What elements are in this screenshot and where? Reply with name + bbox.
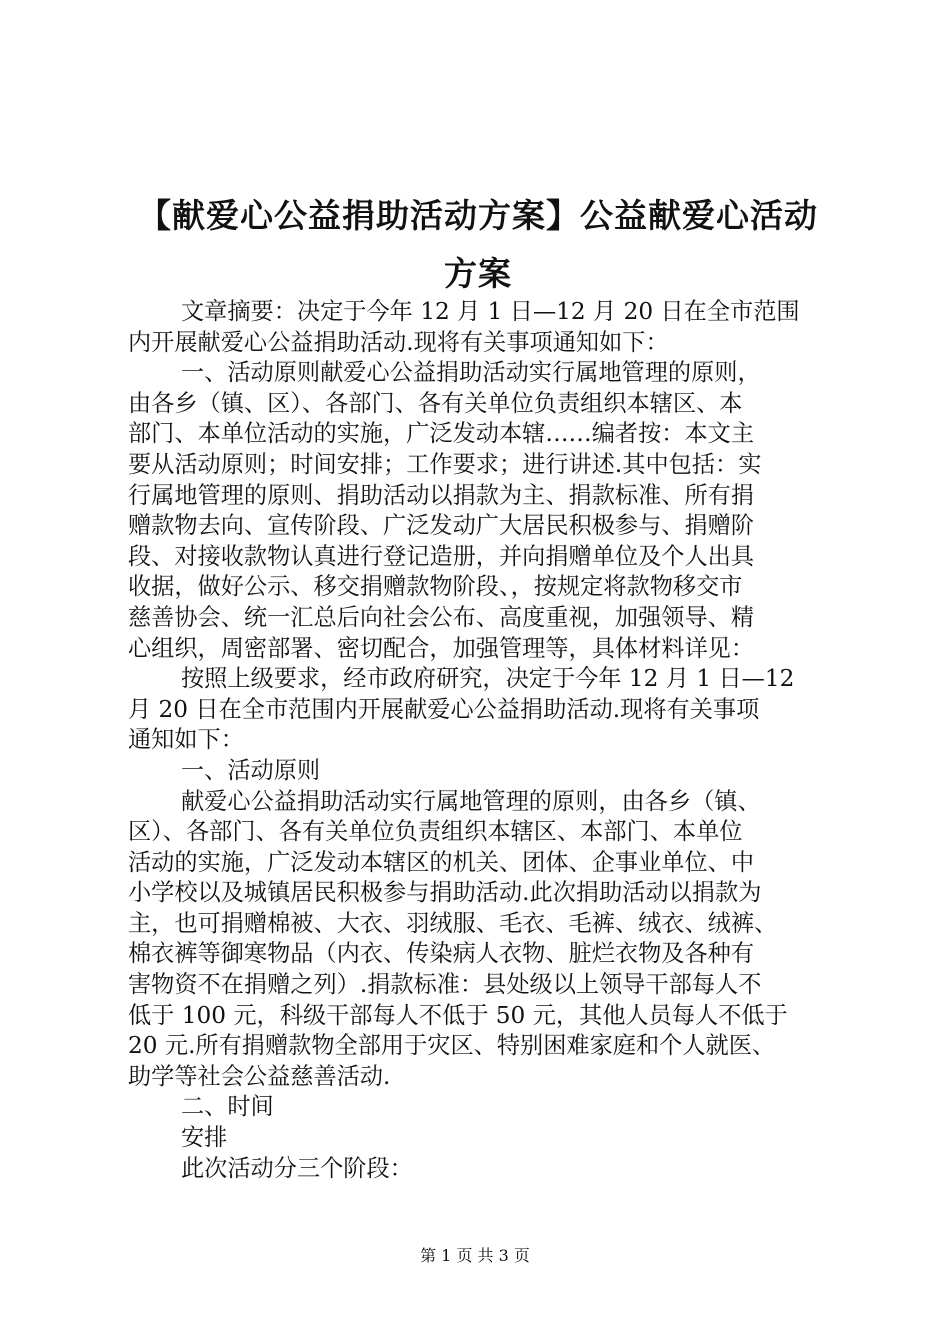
- body-line: 献爱心公益捐助活动实行属地管理的原则，由各乡（镇、: [181, 787, 761, 815]
- body-line: 月 20 日在全市范围内开展献爱心公益捐助活动.现将有关事项: [128, 695, 760, 723]
- body-line: 一、活动原则献爱心公益捐助活动实行属地管理的原则，: [181, 359, 761, 387]
- body-line: 收据，做好公示、移交捐赠款物阶段、，按规定将款物移交市: [128, 573, 743, 601]
- document-body: [128, 297, 828, 1184]
- body-line: 主，也可捐赠棉被、大衣、羽绒服、毛衣、毛裤、绒衣、绒裤、: [128, 909, 778, 937]
- body-line: 20 元.所有捐赠款物全部用于灾区、特别困难家庭和个人就医、: [128, 1032, 776, 1060]
- body-line: 通知如下：: [128, 726, 244, 754]
- body-line: 行属地管理的原则、捐助活动以捐款为主、捐款标准、所有捐: [128, 481, 755, 509]
- body-line: 棉衣裤等御寒物品（内衣、传染病人衣物、脏烂衣物及各种有: [128, 940, 755, 968]
- body-line: 部门、本单位活动的实施，广泛发动本辖……编者按：本文主: [128, 420, 755, 448]
- body-line: 要从活动原则；时间安排；工作要求；进行讲述.其中包括：实: [128, 450, 762, 478]
- body-line: 段、对接收款物认真进行登记造册，并向捐赠单位及个人出具: [128, 542, 755, 570]
- body-line: 按照上级要求，经市政府研究，决定于今年 12 月 1 日—12: [181, 665, 795, 693]
- body-line: 文章摘要：决定于今年 12 月 1 日—12 月 20 日在全市范围: [181, 298, 800, 325]
- section-heading: 一、活动原则: [181, 756, 321, 784]
- body-line: 活动的实施，广泛发动本辖区的机关、团体、企事业单位、中: [128, 848, 755, 876]
- body-line: 区）、各部门、各有关单位负责组织本辖区、本部门、本单位: [128, 818, 743, 846]
- body-line: 心组织，周密部署、密切配合，加强管理等，具体材料详见：: [128, 634, 755, 662]
- body-line: 小学校以及城镇居民积极参与捐助活动.此次捐助活动以捐款为: [128, 879, 762, 907]
- page-number-footer: 第 1 页 共 3 页: [420, 1246, 530, 1265]
- body-line: 此次活动分三个阶段：: [181, 1154, 413, 1182]
- body-line: 低于 100 元，科级干部每人不低于 50 元，其他人员每人不低于: [128, 1001, 788, 1029]
- section-heading: 二、时间: [181, 1093, 274, 1121]
- body-line: 安排: [181, 1124, 228, 1152]
- body-line: 慈善协会、统一汇总后向社会公布、高度重视，加强领导、精: [128, 603, 755, 631]
- body-line: 赠款物去向、宣传阶段、广泛发动广大居民积极参与、捐赠阶: [128, 512, 755, 540]
- document-title-line-1: 【献爱心公益捐助活动方案】公益献爱心活动: [138, 196, 818, 235]
- body-line: 助学等社会公益慈善活动.: [128, 1062, 391, 1090]
- body-line: 由各乡（镇、区）、各部门、各有关单位负责组织本辖区、本: [128, 389, 743, 417]
- body-line: 害物资不在捐赠之列）.捐款标准：县处级以上领导干部每人不: [128, 971, 762, 999]
- document-title-line-2: 方案: [444, 254, 512, 293]
- body-line: 内开展献爱心公益捐助活动.现将有关事项通知如下：: [128, 328, 669, 356]
